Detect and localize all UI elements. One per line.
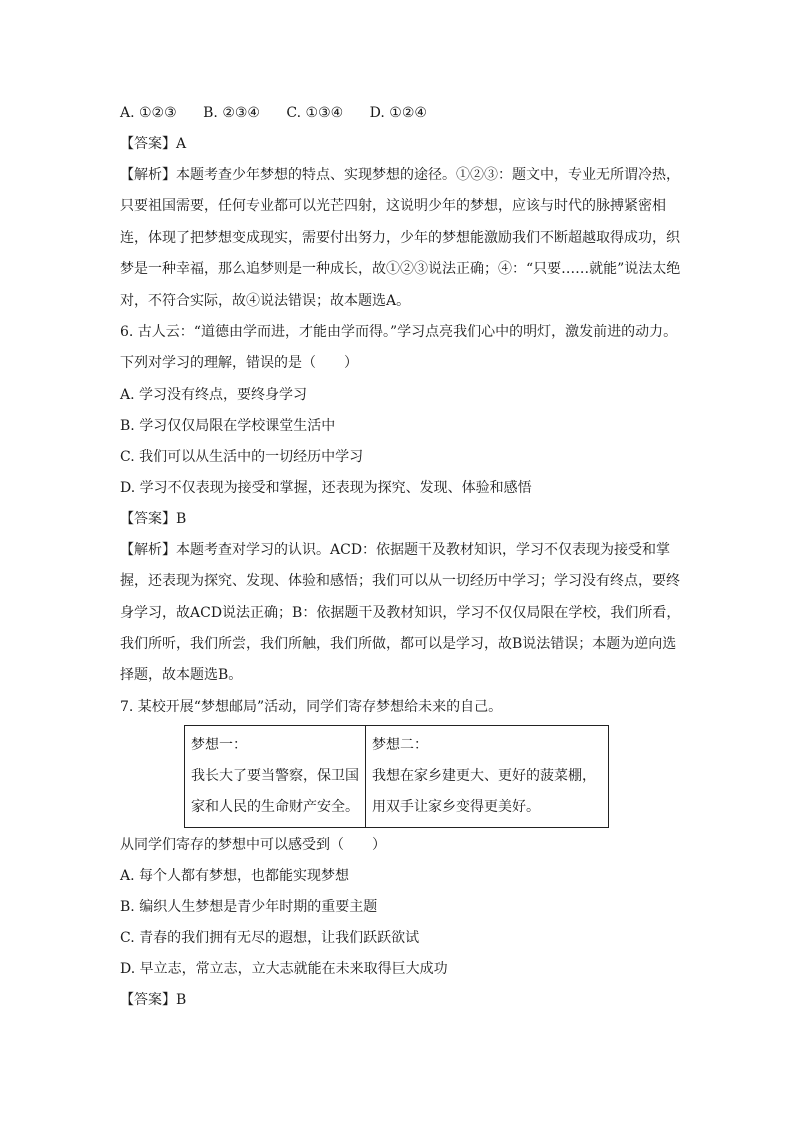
q6-answer: 【答案】B xyxy=(120,510,187,527)
q7-option-b: B. 编织人生梦想是青少年时期的重要主题 xyxy=(120,898,378,915)
q6-stem: 6. 古人云：“道德由学而进，才能由学而得。”学习点亮我们心中的明灯，激发前进的动力。下列对学习的理解，错误的是（ ） xyxy=(120,324,678,372)
q6-option-a: A. 学习没有终点，要终身学习 xyxy=(120,386,308,403)
q7-stem: 7. 某校开展“梦想邮局”活动，同学们寄存梦想给未来的自己。 xyxy=(120,698,503,715)
q5-analysis: 【解析】本题考查少年梦想的特点、实现梦想的途径。①②③：题文中，专业无所谓冷热，只要祖国需要，任何专业都可以光芒四射，这说明少年的梦想，应该与时代的脉搏紧密相连，体现了把梦想变成现实，需要付出努力，少年的梦想能激励我们不断超越取得成功，织梦是一种幸福，那么追梦则是一种成长，故①②③说法正确；④：“只要……就能”说法太绝对，不符合实际，故④说法错误；故本题选A。 xyxy=(120,167,681,309)
document-page xyxy=(120,98,688,1016)
q6-option-b: B. 学习仅仅局限在学校课堂生活中 xyxy=(120,417,336,434)
q6-option-c: C. 我们可以从生活中的一切经历中学习 xyxy=(120,448,364,465)
q7-option-c: C. 青春的我们拥有无尽的遐想，让我们跃跃欲试 xyxy=(120,929,420,946)
q7-option-a: A. 每个人都有梦想，也都能实现梦想 xyxy=(120,867,350,884)
dream-cell-2 xyxy=(366,725,609,827)
q6-analysis: 【解析】本题考查对学习的认识。ACD：依据题干及教材知识，学习不仅表现为接受和掌握，还表现为探究、发现、体验和感悟；我们可以从一切经历中学习；学习没有终点，要终身学习，故ACD说法正确；B：依据题干及教材知识，学习不仅仅局限在学校，我们所看，我们所听，我们所尝，我们所触，我们所做，都可以是学习，故B说法错误；本题为逆向选择题，故本题选B。 xyxy=(120,541,681,684)
q5-options xyxy=(120,98,688,129)
q7-option-d: D. 早立志，常立志，立大志就能在未来取得巨大成功 xyxy=(120,960,448,977)
dream-table xyxy=(184,725,609,828)
dream-cell-1 xyxy=(185,725,366,827)
q5-option-c: C. ①③④ xyxy=(286,105,344,121)
dream1-title: 梦想一： xyxy=(191,736,247,753)
q7-answer: 【答案】B xyxy=(120,991,187,1008)
q5-option-d: D. ①②④ xyxy=(369,105,427,121)
q5-option-b: B. ②③④ xyxy=(203,105,260,121)
q5-answer: 【答案】A xyxy=(120,136,187,152)
q6-option-d: D. 学习不仅表现为接受和掌握，还表现为探究、发现、体验和感悟 xyxy=(120,479,532,496)
dream2-title: 梦想二： xyxy=(372,736,428,753)
dream1-text: 我长大了要当警察，保卫国家和人民的生命财产安全。 xyxy=(191,767,359,815)
q7-question: 从同学们寄存的梦想中可以感受到（ ） xyxy=(120,836,386,853)
dream2-text: 我想在家乡建更大、更好的菠菜棚，用双手让家乡变得更美好。 xyxy=(372,767,596,815)
q5-option-a: A. ①②③ xyxy=(120,105,177,121)
